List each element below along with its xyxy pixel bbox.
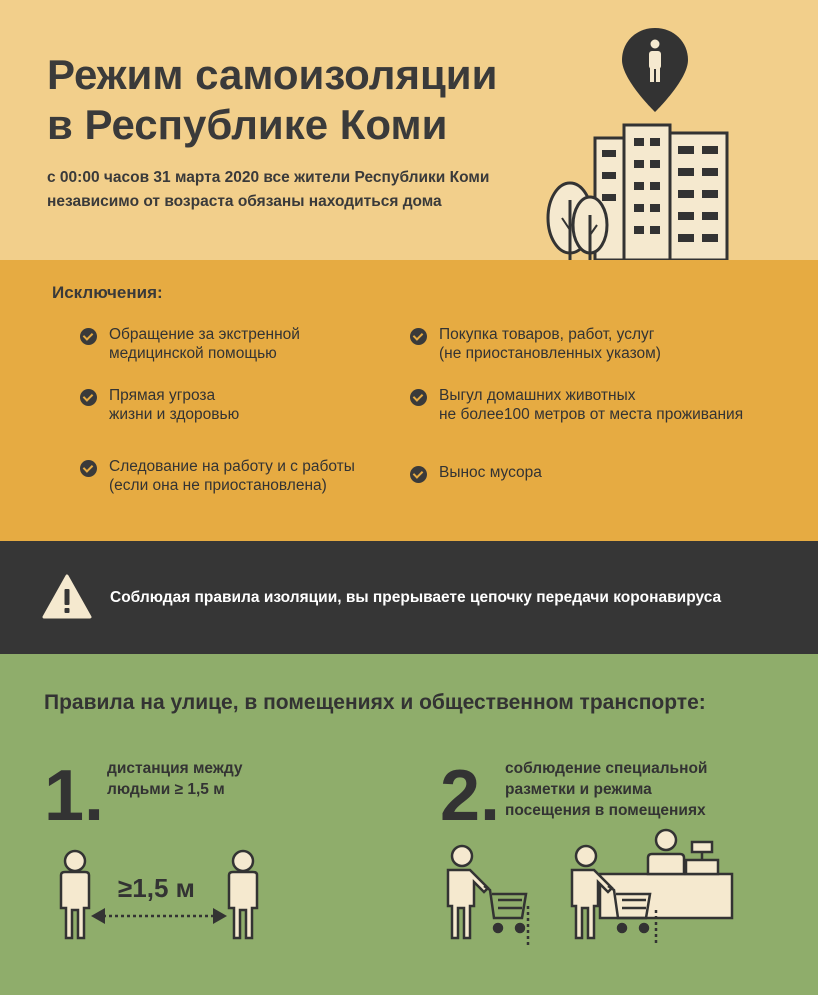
check-icon [410,466,427,483]
check-icon [80,328,97,345]
cashier-icon [648,830,684,874]
check-icon [80,389,97,406]
rule-line: разметки и режима [505,781,652,798]
warning-icon [42,574,92,620]
check-icon [80,460,97,477]
shopping-illustration [440,828,740,950]
check-icon [410,389,427,406]
rule-text-2 [505,758,707,821]
rule-line: дистанция между [107,760,243,777]
rule-number-1: 1. [44,756,105,836]
exception-item-shopping [410,325,661,363]
arrow-right-icon [213,908,227,924]
title-line-2: в Республике Коми [47,101,448,148]
rule-number-2: 2. [440,756,501,836]
warning-text: Соблюдая правила изоляции, вы прерываете цепочку передачи коронавируса [110,589,722,606]
rule-line: людьми ≥ 1,5 м [107,781,225,798]
distance-label: ≥1,5 м [118,873,195,903]
exception-line: Покупка товаров, работ, услуг [439,326,655,343]
subtitle-line-2: независимо от возраста обязаны находиться дома [47,193,442,210]
exception-item-trash [410,463,542,483]
cash-register-icon [686,842,718,874]
exception-item-emergency [80,325,300,363]
tall-building [624,125,670,260]
exception-line: медицинской помощью [109,345,277,362]
page-title [47,50,497,150]
building-illustration [540,20,740,262]
cart-icon [484,886,526,932]
exception-line: (если она не приостановлена) [109,477,327,494]
exception-line: Следование на работу и с работы [109,458,355,475]
exception-item-work [80,457,355,495]
person-icon [229,851,257,938]
exception-line: Выгул домашних животных [439,387,636,404]
exception-line: Прямая угроза [109,387,216,404]
rule-line: соблюдение специальной [505,760,708,777]
exception-line: (не приостановленных указом) [439,345,661,362]
exception-line: жизни и здоровью [109,406,240,423]
checkout-counter [600,874,732,918]
title-line-1: Режим самоизоляции [47,51,498,98]
check-icon [410,328,427,345]
exception-item-pets [410,386,743,424]
rule-text-1 [107,758,243,800]
subtitle-line-1: с 00:00 часов 31 марта 2020 все жители Республики Коми [47,169,490,186]
rule-line: посещения в помещениях [505,802,706,819]
exceptions-heading: Исключения: [52,283,163,302]
rules-heading: Правила на улице, в помещениях и общественном транспорте: [44,691,706,714]
person-icon [61,851,89,938]
location-pin-icon [622,28,688,112]
exception-item-threat [80,386,239,424]
arrow-left-icon [91,908,105,924]
pin-person-head [650,39,660,49]
exception-line: Обращение за экстренной [109,326,300,343]
exception-line: не более100 метров от места проживания [439,406,744,423]
page-subtitle [47,166,489,214]
exception-line: Вынос мусора [439,464,542,481]
person-icon [448,846,488,938]
